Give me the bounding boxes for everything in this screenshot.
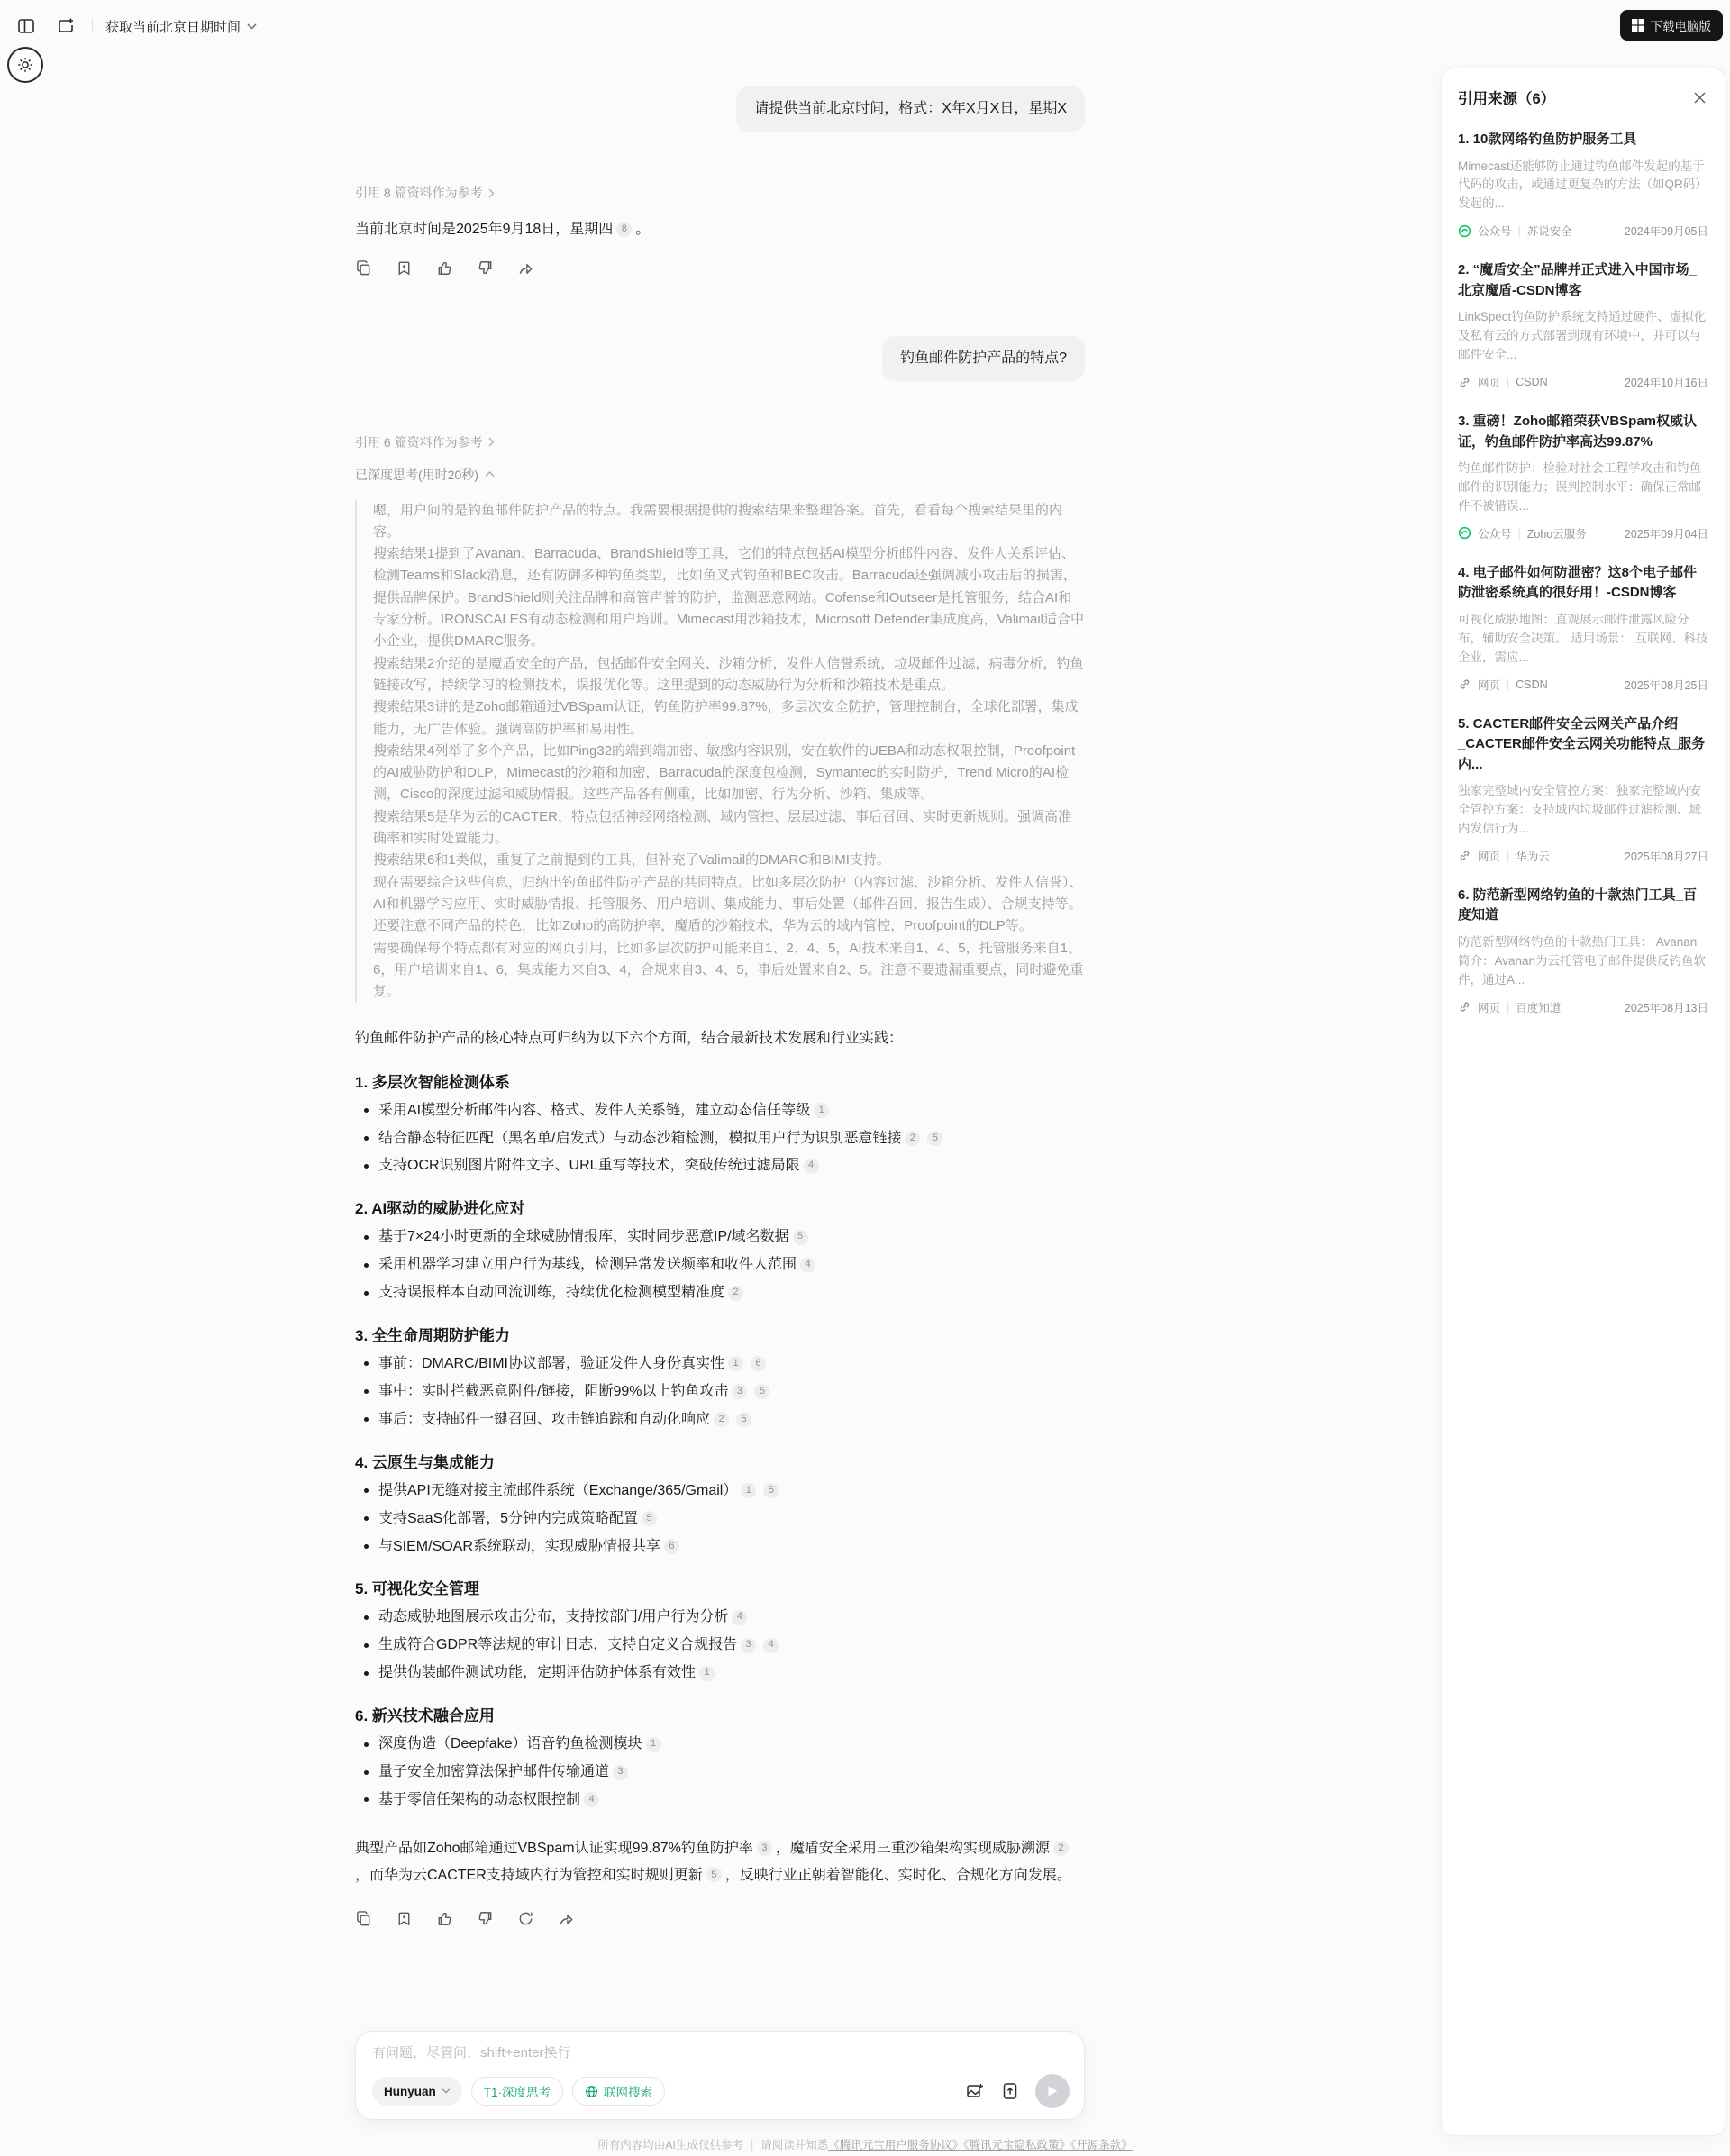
send-button[interactable] (1035, 2074, 1070, 2108)
citation-ref-badge[interactable]: 5 (642, 1511, 657, 1526)
deep-think-label: 已深度思考(用时20秒) (355, 467, 478, 482)
message-actions (355, 1910, 1085, 1927)
citation-item[interactable] (1458, 886, 1708, 1015)
user-message (736, 86, 1085, 132)
citation-title: 4. 电子邮件如何防泄密？这8个电子邮件防泄密系统真的很好用！-CSDN博客 (1458, 564, 1698, 601)
citation-item[interactable] (1458, 714, 1708, 864)
answer-bullet (355, 1127, 1085, 1151)
add-image-button[interactable] (965, 2081, 985, 2101)
bullet-text: 事后：支持邮件一键召回、攻击链追踪和自动化响应 (378, 1411, 711, 1427)
bullet-text: 支持OCR识别图片附件文字、URL重写等技术，突破传统过滤局限 (378, 1158, 800, 1174)
chevron-down-icon (247, 23, 257, 30)
chevron-down-icon (442, 2088, 451, 2094)
footer-ai-note: 所有内容均由AI生成仅供参考 (597, 2139, 743, 2151)
citation-ref-badge[interactable]: 5 (793, 1230, 808, 1245)
citation-ref-badge[interactable]: 4 (584, 1792, 599, 1807)
citation-ref-badge[interactable]: 6 (751, 1356, 766, 1371)
regenerate-icon (517, 1910, 534, 1927)
chat-input[interactable] (372, 2045, 1070, 2060)
message-actions (355, 259, 1085, 277)
conclusion-text: ，魔盾安全采用三重沙箱架构实现威胁溯源 (775, 1840, 1050, 1856)
footer-link-terms[interactable]: 《腾讯元宝用户服务协议》 (828, 2139, 964, 2151)
citation-snippet: 独家完整域内安全管控方案：独家完整域内安全管控方案：支持域内垃圾邮件过滤检测、域内发信行为... (1458, 784, 1701, 835)
citation-ref-badge[interactable]: 2 (714, 1412, 729, 1427)
answer-bullet (355, 1225, 1085, 1249)
windows-logo-icon (1632, 19, 1644, 32)
citation-title: 1. 10款网络钓鱼防护服务工具 (1458, 132, 1637, 147)
footer-link-opensource[interactable]: 《开源条款》 (1070, 2139, 1133, 2151)
upload-file-icon (1001, 2081, 1019, 2101)
bookmark-button[interactable] (396, 259, 413, 277)
bullet-text: 动态威胁地图展示攻击分布，支持按部门/用户行为分析 (378, 1609, 729, 1625)
download-desktop-label: 下载电脑版 (1650, 20, 1711, 33)
bullet-text: 与SIEM/SOAR系统联动，实现威胁情报共享 (378, 1538, 660, 1554)
citation-item[interactable] (1458, 412, 1708, 541)
citation-date: 2025年08月27日 (1624, 850, 1708, 863)
topbar (13, 13, 257, 40)
answer-bullet (355, 1253, 1085, 1277)
references-label: 引用 8 篇资料作为参考 (355, 186, 483, 200)
copy-button[interactable] (355, 259, 372, 277)
answer-bullet (355, 1788, 1085, 1812)
footer-disclaimer (0, 2136, 1730, 2152)
thinking-paragraph: 搜索结果5是华为云的CACTER，特点包括神经网络检测、域内管控、层层过滤、事后召回、实时更新规则。强调高准确率和实时处置能力。 (373, 808, 1072, 847)
download-desktop-button[interactable] (1620, 10, 1724, 41)
citation-source-row (1458, 223, 1708, 239)
citation-source-type: 网页 (1478, 377, 1501, 390)
copy-button[interactable] (355, 1910, 372, 1927)
chevron-right-icon (488, 437, 495, 447)
bullet-text: 提供伪装邮件测试功能，定期评估防护体系有效性 (378, 1665, 697, 1681)
citation-date: 2025年08月25日 (1624, 678, 1708, 692)
thumbs-up-button[interactable] (436, 1910, 453, 1927)
link-icon (1458, 1000, 1471, 1014)
section-heading: 6. 新兴技术融合应用 (355, 1707, 495, 1725)
citation-source-name: Zoho云服务 (1526, 527, 1587, 541)
new-chat-button[interactable] (52, 13, 79, 40)
citation-snippet: LinkSpect钓鱼防护系统支持通过硬件、虚拟化及私有云的方式部署到现有环境中，并可以与邮件安全... (1458, 310, 1707, 362)
bookmark-icon (396, 259, 413, 277)
source-divider: | (1507, 849, 1510, 862)
citation-ref-badge[interactable]: 5 (706, 1867, 722, 1882)
citations-panel-header (1458, 86, 1708, 108)
citations-panel-title: 引用来源（6） (1458, 91, 1556, 107)
web-search-pill[interactable] (572, 2077, 665, 2106)
section-heading: 5. 可视化安全管理 (355, 1580, 479, 1598)
citation-ref-badge[interactable]: 4 (763, 1638, 778, 1653)
bullet-text: 量子安全加密算法保护邮件传输通道 (378, 1764, 610, 1780)
chat-thread (355, 86, 1085, 1927)
citation-ref-badge[interactable]: 1 (699, 1666, 715, 1681)
citation-ref-badge[interactable]: 1 (728, 1356, 743, 1371)
answer-bullet (355, 1733, 1085, 1756)
answer-bullet (355, 1760, 1085, 1784)
thinking-block (355, 500, 1085, 1004)
section-heading: 1. 多层次智能检测体系 (355, 1073, 510, 1091)
answer-bullet (355, 1352, 1085, 1376)
bullet-text: 结合静态特征匹配（黑名单/启发式）与动态沙箱检测，模拟用户行为识别恶意链接 (378, 1130, 902, 1146)
source-divider: | (1507, 376, 1510, 389)
conversation-title: 获取当前北京日期时间 (105, 19, 241, 35)
new-chat-icon (56, 16, 76, 36)
thumbs-up-icon (436, 1910, 453, 1927)
bookmark-button[interactable] (396, 1910, 413, 1927)
bullet-text: 支持误报样本自动回流训练，持续优化检测模型精准度 (378, 1285, 725, 1301)
references-toggle[interactable] (355, 433, 495, 451)
citation-source-type: 公众号 (1478, 527, 1512, 541)
section-heading: 2. AI驱动的威胁进化应对 (355, 1200, 525, 1218)
thumbs-down-icon (477, 259, 494, 277)
thinking-paragraph: 搜索结果3讲的是Zoho邮箱通过VBSpam认证，钓鱼防护率99.87%，多层次安全防护，管理控制台，全球化部署，集成能力，无广告体验。强调高防护率和易用性。 (373, 699, 1079, 737)
composer-right-tools (965, 2074, 1070, 2108)
citation-ref-badge[interactable]: 1 (646, 1737, 661, 1752)
bullet-text: 采用机器学习建立用户行为基线，检测异常发送频率和收件人范围 (378, 1257, 797, 1273)
composer (355, 2031, 1085, 2120)
official-account-icon (1458, 224, 1471, 238)
thumbs-down-button[interactable] (477, 259, 494, 277)
citation-title: 2. “魔盾安全”品牌并正式进入中国市场_北京魔盾-CSDN博客 (1458, 262, 1698, 298)
assistant-message (355, 184, 1085, 277)
settings-button[interactable] (7, 47, 43, 83)
citation-date: 2024年10月16日 (1624, 377, 1708, 390)
citation-source-row (1458, 999, 1708, 1015)
source-divider: | (1517, 224, 1521, 238)
bullet-text: 生成符合GDPR等法规的审计日志，支持自定义合规报告 (378, 1637, 738, 1653)
citation-date: 2024年09月05日 (1624, 225, 1708, 239)
link-icon (1458, 678, 1471, 691)
conclusion-text: ，反映行业正朝着智能化、实时化、合规化方向发展。 (724, 1867, 1071, 1883)
citation-ref-badge[interactable]: 2 (728, 1286, 743, 1301)
share-button[interactable] (558, 1910, 575, 1927)
bullet-text: 支持SaaS化部署，5分钟内完成策略配置 (378, 1510, 639, 1526)
citation-ref-badge[interactable]: 5 (763, 1483, 778, 1498)
citation-source-type: 公众号 (1478, 225, 1512, 239)
bullet-text: 基于7×24小时更新的全球威胁情报库，实时同步恶意IP/域名数据 (378, 1229, 789, 1245)
citation-date: 2025年08月13日 (1624, 1001, 1708, 1014)
citation-ref-badge[interactable]: 4 (800, 1258, 815, 1273)
section-heading: 4. 云原生与集成能力 (355, 1453, 495, 1471)
citation-ref-badge[interactable]: 1 (741, 1483, 756, 1498)
close-panel-button[interactable] (1691, 89, 1708, 106)
citation-source-row (1458, 848, 1708, 864)
send-icon (1045, 2084, 1060, 2098)
citation-ref-badge[interactable]: 3 (613, 1765, 628, 1780)
thinking-paragraph: 嗯，用户问的是钓鱼邮件防护产品的特点。我需要根据提供的搜索结果来整理答案。首先，看看每个搜索结果里的内容。 (373, 502, 1063, 540)
citation-ref-badge[interactable]: 4 (732, 1610, 747, 1625)
share-icon (558, 1910, 575, 1927)
citation-title: 6. 防范新型网络钓鱼的十款热门工具_百度知道 (1458, 887, 1698, 923)
bookmark-icon (396, 1910, 413, 1927)
references-toggle[interactable] (355, 184, 495, 202)
chevron-up-icon (485, 471, 495, 478)
source-divider: | (1517, 526, 1521, 540)
citation-ref-badge[interactable]: 8 (616, 222, 632, 237)
user-message (882, 336, 1085, 381)
official-account-icon (1458, 526, 1471, 540)
thinking-paragraph: 搜索结果1提到了Avanan、Barracuda、BrandShield等工具，它们的特点包括AI模型分析邮件内容、发件人关系评估、检测Teams和Slack消息，还有防御多种钓鱼类型，比如鱼叉式钓鱼和BEC攻击。Barracuda还强调减小攻击后的损害，提供品牌保护。BrandShield则关注品牌和高管声誉的防护，监测恶意网站。Cofense和Outseer是托管服务，结合AI和专家分析。IRONSCALES有动态检测和用户培训。Mimecast用沙箱技术，Microsoft Defender集成度高，Valimail适合中小企业，提供DMARC服务。 (373, 546, 1084, 650)
citation-source-name: 华为云 (1516, 850, 1550, 863)
citation-ref-badge[interactable]: 5 (754, 1384, 769, 1399)
footer-notice: 请阅读并知悉 (760, 2139, 829, 2151)
thinking-paragraph: 搜索结果6和1类似，重复了之前提到的工具，但补充了Valimail的DMARC和BIMI支持。 (373, 852, 890, 869)
add-image-icon (965, 2081, 985, 2101)
assistant-answer (355, 1026, 1085, 1888)
regenerate-button[interactable] (517, 1910, 534, 1927)
answer-bullet (355, 1479, 1085, 1503)
conversation-title-dropdown[interactable] (105, 17, 257, 36)
citation-source-row (1458, 374, 1708, 390)
citation-source-type: 网页 (1478, 1001, 1501, 1014)
footer-separator: | (751, 2139, 754, 2151)
citation-ref-badge[interactable]: 3 (732, 1384, 747, 1399)
answer-bullet (355, 1661, 1085, 1685)
citation-ref-badge[interactable]: 1 (814, 1103, 829, 1118)
citation-item[interactable] (1458, 563, 1708, 693)
citation-source-type: 网页 (1478, 850, 1501, 863)
bullet-text: 深度伪造（Deepfake）语音钓鱼检测模块 (378, 1736, 642, 1752)
citation-ref-badge[interactable]: 5 (736, 1412, 751, 1427)
answer-bullet (355, 1408, 1085, 1432)
answer-bullet (355, 1154, 1085, 1178)
citations-panel (1441, 68, 1725, 2136)
answer-bullet (355, 1099, 1085, 1123)
citation-source-name: 苏说安全 (1526, 225, 1572, 239)
upload-file-button[interactable] (1001, 2081, 1019, 2101)
answer-bullet (355, 1507, 1085, 1531)
assistant-answer-text (355, 218, 1085, 241)
close-icon (1693, 91, 1707, 105)
conclusion-text: ，而华为云CACTER支持域内行为管控和实时规则更新 (355, 1867, 703, 1883)
bullet-text: 事前：DMARC/BIMI协议部署，验证发件人身份真实性 (378, 1356, 725, 1372)
citation-item[interactable] (1458, 130, 1708, 239)
thumbs-down-button[interactable] (477, 1910, 494, 1927)
citation-source-row (1458, 677, 1708, 693)
source-divider: | (1507, 1000, 1510, 1014)
composer-controls (372, 2074, 1070, 2108)
bullet-text: 提供API无缝对接主流邮件系统（Exchange/365/Gmail） (378, 1482, 738, 1498)
source-divider: | (1507, 678, 1510, 691)
deep-think-pill[interactable] (471, 2077, 563, 2106)
share-icon (517, 259, 534, 277)
citation-snippet: 钓鱼邮件防护：检验对社会工程学攻击和钓鱼邮件的识别能力；误判控制水平：确保正常邮件不被错误... (1458, 461, 1701, 513)
thinking-paragraph: 现在需要综合这些信息，归纳出钓鱼邮件防护产品的共同特点。比如多层次防护（内容过滤、沙箱分析、发件人信誉）、AI和机器学习应用、实时威胁情报、托管服务、用户培训、集成能力、事后处置（邮件召回、报告生成）、合规支持等。还要注意不同产品的特色，比如Zoho的高防护率，魔盾的沙箱技术，华为云的域内管控，Proofpoint的DLP等。 (373, 874, 1083, 934)
citation-date: 2025年09月04日 (1624, 527, 1708, 541)
citation-snippet: 可视化威胁地图：直观展示邮件泄露风险分布，辅助安全决策。 适用场景： 互联网、科技企业，需应... (1458, 612, 1708, 664)
answer-bullet (355, 1380, 1085, 1404)
copy-icon (355, 1910, 372, 1927)
answer-bullet (355, 1606, 1085, 1629)
citation-title: 5. CACTER邮件安全云网关产品介绍_CACTER邮件安全云网关功能特点_服务内... (1458, 715, 1706, 772)
answer-sentence: 当前北京时间是2025年9月18日，星期四 (355, 222, 614, 237)
assistant-message (355, 433, 1085, 1928)
section-heading: 3. 全生命周期防护能力 (355, 1327, 510, 1345)
bullet-text: 采用AI模型分析邮件内容、格式、发件人关系链，建立动态信任等级 (378, 1102, 811, 1118)
share-button[interactable] (517, 259, 534, 277)
footer-link-privacy[interactable]: 《腾讯元宝隐私政策》 (963, 2139, 1071, 2151)
chevron-right-icon (488, 188, 495, 198)
citation-snippet: Mimecast还能够防止通过钓鱼邮件发起的基于代码的攻击，或通过更复杂的方法（如QR码）发起的... (1458, 159, 1707, 211)
citation-item[interactable] (1458, 260, 1708, 390)
deep-think-pill-label: T1·深度思考 (483, 2086, 551, 2099)
sidebar-toggle-icon (16, 16, 36, 36)
conclusion-text: 典型产品如Zoho邮箱通过VBSpam认证实现99.87%钓鱼防护率 (355, 1840, 753, 1856)
citation-ref-badge[interactable]: 3 (741, 1638, 756, 1653)
citation-source-type: 网页 (1478, 678, 1501, 692)
model-name: Hunyuan (384, 2084, 436, 2098)
copy-icon (355, 259, 372, 277)
citation-snippet: 防范新型网络钓鱼的十款热门工具： Avanan 简介：Avanan为云托管电子邮件提供反钓鱼软件，通过A... (1458, 934, 1707, 987)
thinking-paragraph: 搜索结果4列举了多个产品，比如Ping32的端到端加密、敏感内容识别，安在软件的UEBA和动态权限控制，Proofpoint的AI威胁防护和DLP，Mimecast的沙箱和加密，Barracuda的深度包检测，Symantec的实时防护，Trend Micro的AI检测，Cisco的深度过滤和威胁情报。这些产品各有侧重，比如加密、行为分析、沙箱、集成等。 (373, 742, 1076, 803)
thinking-paragraph: 搜索结果2介绍的是魔盾安全的产品，包括邮件安全网关、沙箱分析，发件人信誉系统，垃圾邮件过滤，病毒分析，钓鱼链接改写，持续学习的检测技术，误报优化等。这里提到的动态威胁行为分析和沙箱技术是重点。 (373, 655, 1084, 693)
bullet-text: 基于零信任架构的动态权限控制 (378, 1792, 581, 1808)
references-label: 引用 6 篇资料作为参考 (355, 434, 483, 450)
citation-source-row (1458, 525, 1708, 541)
bullet-text: 事中：实时拦截恶意附件/链接，阻断99%以上钓鱼攻击 (378, 1383, 729, 1399)
citation-ref-badge[interactable]: 4 (804, 1159, 819, 1174)
user-message-text: 请提供当前北京时间，格式：X年X月X日，星期X (754, 101, 1067, 116)
citation-ref-badge[interactable]: 2 (1053, 1841, 1069, 1856)
model-selector[interactable] (372, 2077, 462, 2106)
citation-title: 3. 重磅！Zoho邮箱荣获VBSpam权威认证，钓鱼邮件防护率高达99.87% (1458, 414, 1698, 450)
citation-ref-badge[interactable]: 5 (927, 1131, 942, 1146)
citation-ref-badge[interactable]: 3 (757, 1841, 772, 1856)
link-icon (1458, 376, 1471, 389)
answer-bullet (355, 1281, 1085, 1305)
thumbs-down-icon (477, 1910, 494, 1927)
thumbs-up-icon (436, 259, 453, 277)
link-icon (1458, 849, 1471, 862)
citation-source-name: 百度知道 (1516, 1001, 1562, 1014)
citation-source-name: CSDN (1516, 678, 1548, 691)
citation-source-name: CSDN (1516, 376, 1548, 389)
answer-bullet (355, 1633, 1085, 1657)
answer-period: 。 (635, 222, 651, 237)
thumbs-up-button[interactable] (436, 259, 453, 277)
answer-conclusion (355, 1835, 1085, 1888)
sidebar-toggle-button[interactable] (13, 13, 40, 40)
gear-icon (16, 56, 34, 74)
citation-ref-badge[interactable]: 6 (664, 1539, 679, 1554)
answer-intro: 钓鱼邮件防护产品的核心特点可归纳为以下六个方面，结合最新技术发展和行业实践： (355, 1031, 904, 1047)
answer-bullet (355, 1535, 1085, 1559)
citation-ref-badge[interactable]: 2 (905, 1131, 920, 1146)
deep-think-toggle[interactable] (355, 466, 495, 484)
user-message-text: 钓鱼邮件防护产品的特点? (900, 350, 1067, 366)
topbar-divider (92, 19, 93, 33)
thinking-paragraph: 需要确保每个特点都有对应的网页引用，比如多层次防护可能来自1、2、4、5，AI技术来自1、4、5，托管服务来自1、6，用户培训来自1、6，集成能力来自3、4，合规来自3、4、5，事后处置来自2、5。注意不要遗漏重要点，同时避免重复。 (373, 940, 1084, 1000)
web-search-pill-label: 联网搜索 (604, 2086, 653, 2099)
globe-icon (585, 2085, 598, 2098)
